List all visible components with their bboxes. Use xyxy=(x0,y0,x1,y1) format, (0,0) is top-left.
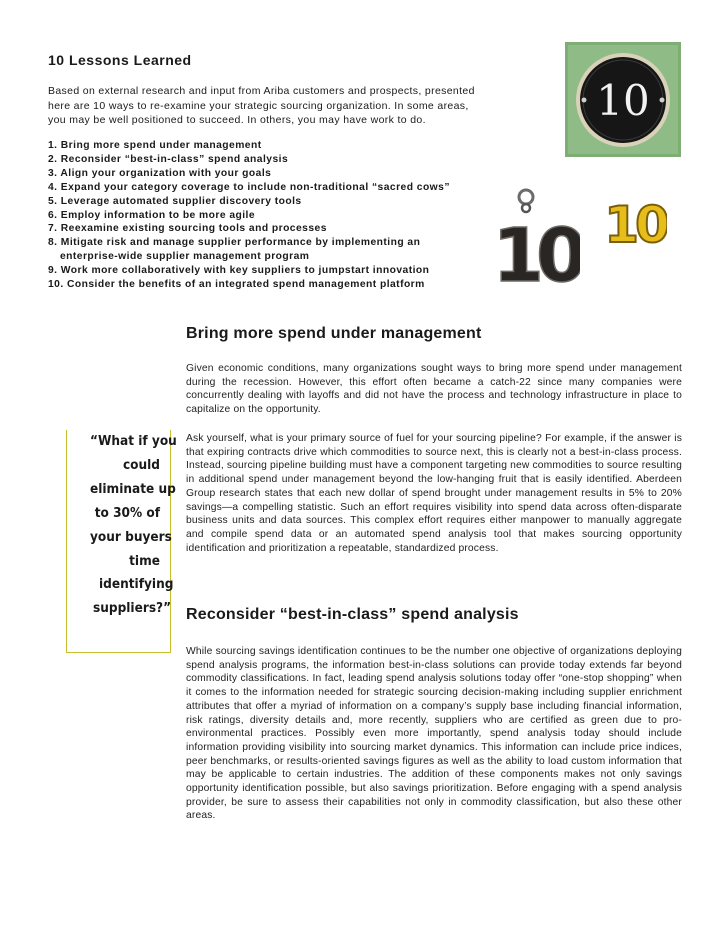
lesson-item: 1. Bring more spend under management xyxy=(48,140,262,151)
lesson-item: 2. Reconsider “best-in-class” spend analysis xyxy=(48,153,289,165)
lesson-item: 5. Leverage automated supplier discovery tools xyxy=(48,195,302,207)
lesson-item: 8. Mitigate risk and manage supplier performance by implementing an xyxy=(48,237,421,249)
page-title: 10 Lessons Learned xyxy=(48,52,192,68)
lesson-item: 3. Align your organization with your goals xyxy=(48,167,272,179)
intro-line: you may be well positioned to succeed. In others, you may have work to do. xyxy=(48,114,426,126)
lesson-item: 4. Expand your category coverage to include non-traditional “sacred cows” xyxy=(48,181,450,193)
pull-quote-line: eliminate up xyxy=(90,480,176,497)
gold-ten-badge-image xyxy=(603,190,667,254)
lesson-item: 9. Work more collaboratively with key suppliers to jumpstart innovation xyxy=(48,265,430,277)
pull-quote xyxy=(66,430,177,621)
section1-paragraph-2: Ask yourself, what is your primary source of fuel for your sourcing pipeline? For example, if the answer is that expiring contracts drive which commodities to source next, this is clearly not a best-in-class process. Instead, sourcing pipeline building must have a component targeting new commodities to source resulting in additional spend under management beyond the low-hanging fruit that is easily identified. Aberdeen Group research states that each new dollar of spend brought under management results in 5% to 20% savings—a compelling statistic. Such an effort requires visibility into spend data across often-disparate business units and data sources. This complex effort requires either manpower to manually aggregate and compile spend data or an automated spend analysis tool that makes sourcing opportunity identification and prioritization a repeatable, standardized process. xyxy=(186,433,682,554)
badge-number: 10 xyxy=(604,196,666,254)
pull-quote-line: your buyers xyxy=(90,528,172,545)
section2-paragraph-1: While sourcing savings identification continues to be the number one objective of organizations deploying spend analysis programs, the information best-in-class solutions can provide today extends far beyond commodity classifications. In fact, leading spend analysis solutions today offer “one-stop shopping” when it comes to the information needed for strategic sourcing decision-making including supplier enrichment attributes that offer a myriad of information on a company’s supply base including financial information, risk ratings, diversity details and, more recently, suppliers who are certified as green due to pro-environmental practices. Possibly even more importantly, spend analysis today should include information providing visibility into sourcing market dynamics. This information can include price indices, peer benchmarks, or results-oriented savings figures as well as the ability to load custom information that may be applicable to certain industries. The addition of these components makes not only savings opportunity identification possible, but also savings prioritization. Before engaging with a spend analysis provider, be sure to assess their capabilities not only in commodity classification, but also these other areas. xyxy=(186,646,682,822)
intro-paragraph xyxy=(48,84,508,128)
pull-quote-line: time xyxy=(129,552,160,569)
lesson-item: 6. Employ information to be more agile xyxy=(48,209,256,221)
pull-quote-line: identifying xyxy=(99,576,174,593)
intro-line: Based on external research and input from Ariba customers and prospects, presented xyxy=(48,85,475,97)
number-ten-sign-image xyxy=(565,42,681,157)
charm-number: 10 xyxy=(492,213,580,287)
intro-line: here are 10 ways to re-examine your strategic sourcing organization. In some areas, xyxy=(48,99,469,112)
lesson-item: enterprise-wide supplier management program xyxy=(60,251,310,263)
number-ten-charm-image xyxy=(486,183,580,287)
lessons-list xyxy=(48,139,508,292)
sign-number: 10 xyxy=(596,76,650,125)
section1-paragraph-1: Given economic conditions, many organizations sought ways to bring more spend under management during the recession. However, this effort often became a catch-22 since many companies were concurrently dealing with layoffs and did not have the process and technology infrastructure in place to capitalize on the opportunity. xyxy=(186,363,682,416)
section-heading-spend-management: Bring more spend under management xyxy=(186,325,482,342)
lesson-item: 7. Reexamine existing sourcing tools and processes xyxy=(48,223,327,235)
pull-quote-line: to 30% of xyxy=(94,504,160,521)
lesson-item: 10. Consider the benefits of an integrated spend management platform xyxy=(48,279,425,291)
section-heading-spend-analysis: Reconsider “best-in-class” spend analysis xyxy=(186,606,519,623)
pull-quote-line: “What if you xyxy=(90,433,177,449)
pull-quote-line: could xyxy=(122,456,160,473)
pull-quote-line: suppliers?” xyxy=(93,600,172,617)
